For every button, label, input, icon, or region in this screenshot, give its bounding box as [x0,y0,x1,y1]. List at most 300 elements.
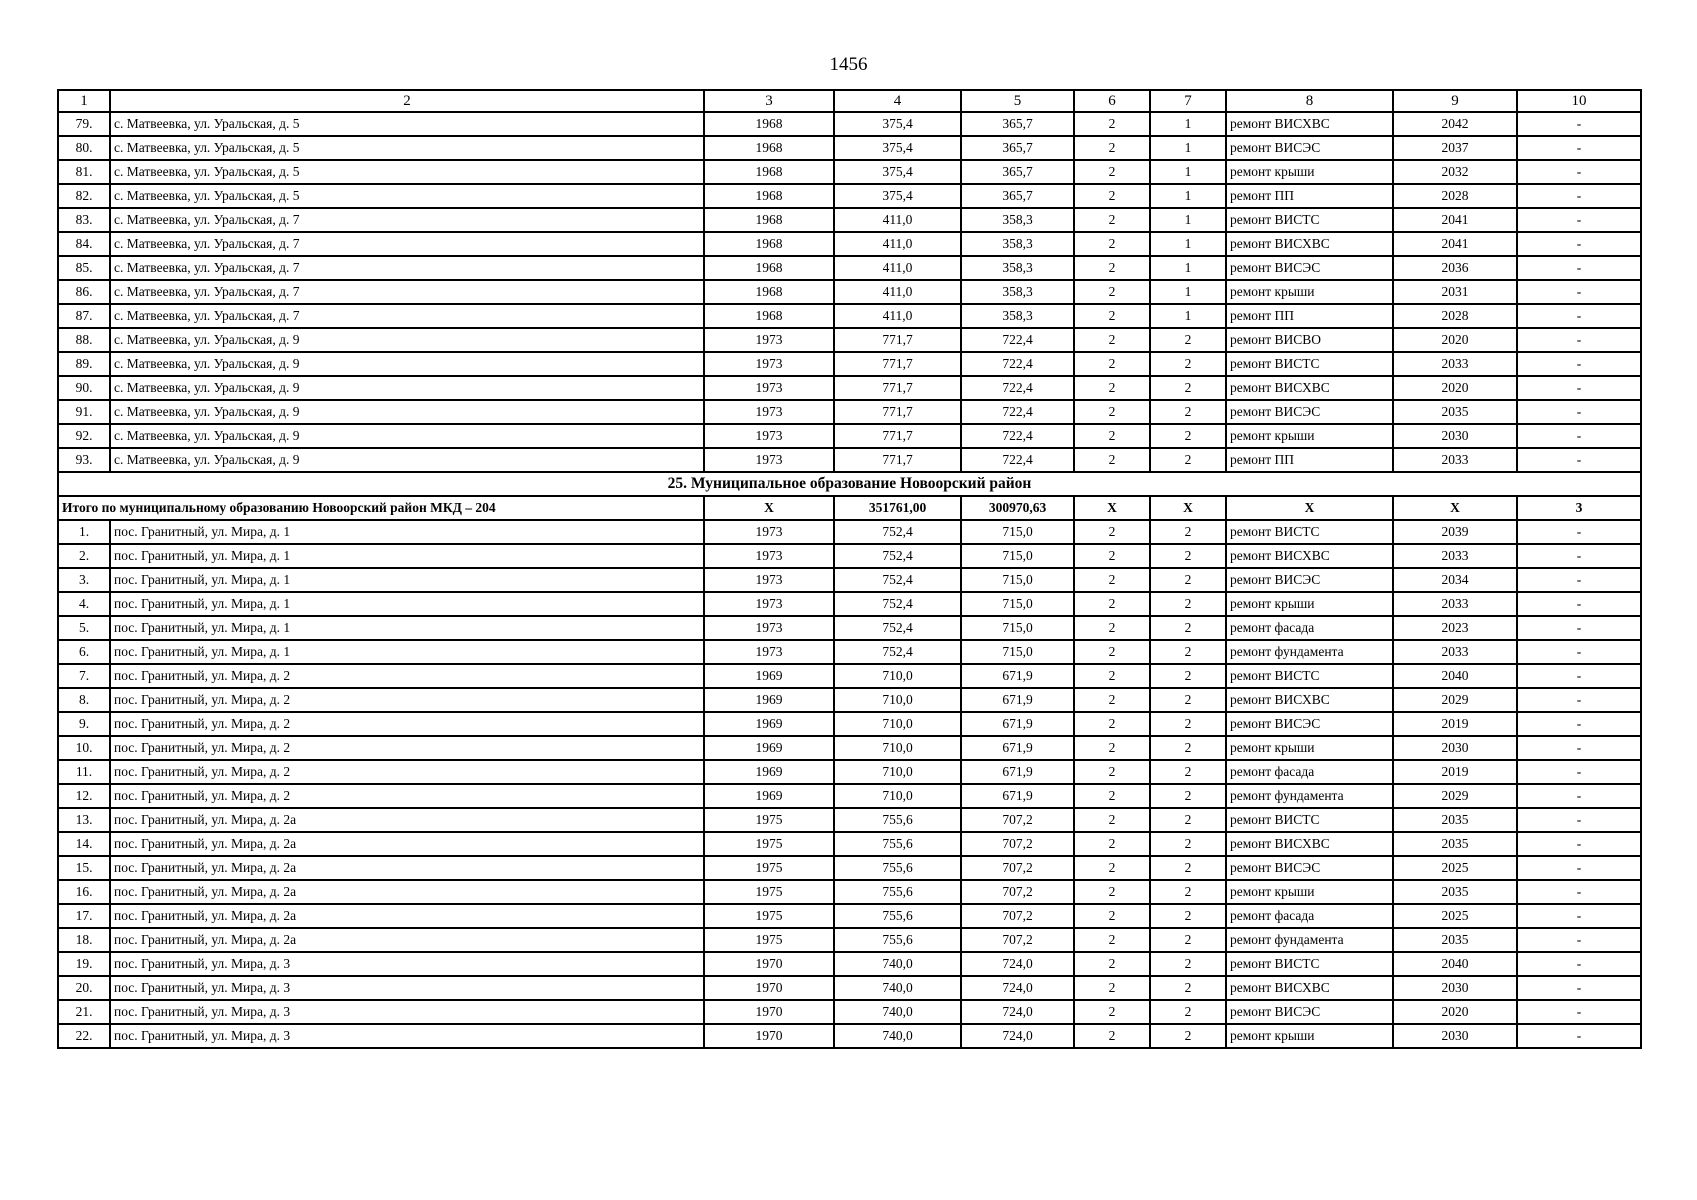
note-cell: - [1517,592,1641,616]
living-area-cell: 671,9 [961,736,1074,760]
total-area-cell: 771,7 [834,448,961,472]
table-row [58,160,1641,184]
living-area-cell: 707,2 [961,928,1074,952]
entrances-cell: 2 [1150,1000,1226,1024]
table-row [58,400,1641,424]
column-header-3: 3 [704,90,834,112]
note-cell: - [1517,232,1641,256]
note-cell: - [1517,520,1641,544]
work-type-cell: ремонт ВИСХВС [1226,232,1393,256]
column-header-2: 2 [110,90,704,112]
planned-year-cell: 2028 [1393,304,1517,328]
entrances-cell: 2 [1150,856,1226,880]
construction-year-cell: 1975 [704,808,834,832]
total-area-cell: 375,4 [834,112,961,136]
row-number-cell: 90. [58,376,110,400]
total-area-cell: 752,4 [834,640,961,664]
planned-year-cell: 2028 [1393,184,1517,208]
note-cell: - [1517,328,1641,352]
repair-schedule-table [57,89,1642,1049]
total-area-cell: 771,7 [834,400,961,424]
construction-year-cell: 1968 [704,280,834,304]
living-area-cell: 365,7 [961,160,1074,184]
construction-year-cell: 1973 [704,376,834,400]
floors-cell: 2 [1074,688,1150,712]
work-type-cell: ремонт ВИСВО [1226,328,1393,352]
work-type-cell: ремонт крыши [1226,880,1393,904]
construction-year-cell: 1973 [704,424,834,448]
note-cell: - [1517,568,1641,592]
row-number-cell: 8. [58,688,110,712]
work-type-cell: ремонт фундамента [1226,928,1393,952]
living-area-cell: 722,4 [961,448,1074,472]
note-cell: - [1517,784,1641,808]
table-body [58,90,1641,1048]
entrances-cell: 2 [1150,616,1226,640]
living-area-cell: 715,0 [961,568,1074,592]
work-type-cell: ремонт ВИСХВС [1226,112,1393,136]
total-area-cell: 755,6 [834,928,961,952]
construction-year-cell: 1968 [704,112,834,136]
floors-cell: 2 [1074,784,1150,808]
total-area-cell: 411,0 [834,280,961,304]
row-number-cell: 87. [58,304,110,328]
table-row [58,424,1641,448]
work-type-cell: ремонт ВИСТС [1226,952,1393,976]
address-cell: пос. Гранитный, ул. Мира, д. 1 [110,520,704,544]
address-cell: с. Матвеевка, ул. Уральская, д. 9 [110,400,704,424]
floors-cell: 2 [1074,760,1150,784]
total-area-cell: 771,7 [834,376,961,400]
construction-year-cell: 1968 [704,304,834,328]
address-cell: с. Матвеевка, ул. Уральская, д. 7 [110,208,704,232]
planned-year-cell: 2020 [1393,328,1517,352]
address-cell: пос. Гранитный, ул. Мира, д. 2а [110,928,704,952]
table-row [58,520,1641,544]
table-row [58,736,1641,760]
total-area-cell: 710,0 [834,736,961,760]
total-area-cell: 740,0 [834,976,961,1000]
planned-year-cell: 2037 [1393,136,1517,160]
entrances-cell: 2 [1150,352,1226,376]
note-cell: - [1517,880,1641,904]
construction-year-cell: 1970 [704,952,834,976]
living-area-cell: 724,0 [961,976,1074,1000]
address-cell: пос. Гранитный, ул. Мира, д. 1 [110,640,704,664]
note-cell: - [1517,928,1641,952]
total-value-6: X [1074,496,1150,520]
row-number-cell: 6. [58,640,110,664]
note-cell: - [1517,400,1641,424]
floors-cell: 2 [1074,976,1150,1000]
total-area-cell: 710,0 [834,784,961,808]
construction-year-cell: 1970 [704,976,834,1000]
work-type-cell: ремонт фундамента [1226,784,1393,808]
planned-year-cell: 2041 [1393,232,1517,256]
entrances-cell: 2 [1150,592,1226,616]
work-type-cell: ремонт ВИСТС [1226,352,1393,376]
construction-year-cell: 1975 [704,832,834,856]
table-row [58,256,1641,280]
work-type-cell: ремонт ВИСЭС [1226,1000,1393,1024]
floors-cell: 2 [1074,832,1150,856]
note-cell: - [1517,976,1641,1000]
table-row [58,568,1641,592]
floors-cell: 2 [1074,952,1150,976]
living-area-cell: 722,4 [961,376,1074,400]
address-cell: пос. Гранитный, ул. Мира, д. 2а [110,856,704,880]
living-area-cell: 671,9 [961,688,1074,712]
row-number-cell: 22. [58,1024,110,1048]
entrances-cell: 2 [1150,400,1226,424]
entrances-cell: 1 [1150,112,1226,136]
address-cell: пос. Гранитный, ул. Мира, д. 1 [110,544,704,568]
address-cell: пос. Гранитный, ул. Мира, д. 2а [110,808,704,832]
planned-year-cell: 2035 [1393,832,1517,856]
planned-year-cell: 2033 [1393,544,1517,568]
living-area-cell: 724,0 [961,1024,1074,1048]
entrances-cell: 1 [1150,136,1226,160]
entrances-cell: 2 [1150,544,1226,568]
floors-cell: 2 [1074,808,1150,832]
floors-cell: 2 [1074,232,1150,256]
table-row [58,1024,1641,1048]
total-area-cell: 755,6 [834,880,961,904]
construction-year-cell: 1973 [704,328,834,352]
table-row [58,664,1641,688]
row-number-cell: 80. [58,136,110,160]
address-cell: с. Матвеевка, ул. Уральская, д. 7 [110,280,704,304]
floors-cell: 2 [1074,568,1150,592]
column-header-7: 7 [1150,90,1226,112]
planned-year-cell: 2036 [1393,256,1517,280]
living-area-cell: 707,2 [961,832,1074,856]
page-number: 1456 [829,54,868,75]
planned-year-cell: 2030 [1393,1024,1517,1048]
living-area-cell: 671,9 [961,712,1074,736]
table-row [58,304,1641,328]
floors-cell: 2 [1074,328,1150,352]
note-cell: - [1517,424,1641,448]
living-area-cell: 707,2 [961,856,1074,880]
work-type-cell: ремонт ВИСХВС [1226,832,1393,856]
table-row [58,712,1641,736]
work-type-cell: ремонт ВИСЭС [1226,256,1393,280]
table-row [58,544,1641,568]
planned-year-cell: 2033 [1393,592,1517,616]
entrances-cell: 2 [1150,808,1226,832]
floors-cell: 2 [1074,184,1150,208]
address-cell: с. Матвеевка, ул. Уральская, д. 9 [110,424,704,448]
living-area-cell: 707,2 [961,904,1074,928]
work-type-cell: ремонт ПП [1226,448,1393,472]
address-cell: пос. Гранитный, ул. Мира, д. 2а [110,904,704,928]
work-type-cell: ремонт ВИСХВС [1226,688,1393,712]
planned-year-cell: 2023 [1393,616,1517,640]
work-type-cell: ремонт крыши [1226,1024,1393,1048]
total-value-7: X [1150,496,1226,520]
work-type-cell: ремонт ВИСЭС [1226,136,1393,160]
address-cell: с. Матвеевка, ул. Уральская, д. 5 [110,160,704,184]
construction-year-cell: 1973 [704,568,834,592]
living-area-cell: 715,0 [961,616,1074,640]
work-type-cell: ремонт фасада [1226,616,1393,640]
total-area-cell: 375,4 [834,184,961,208]
floors-cell: 2 [1074,256,1150,280]
planned-year-cell: 2040 [1393,952,1517,976]
row-number-cell: 86. [58,280,110,304]
planned-year-cell: 2042 [1393,112,1517,136]
entrances-cell: 2 [1150,520,1226,544]
entrances-cell: 2 [1150,688,1226,712]
total-area-cell: 755,6 [834,856,961,880]
table-row [58,832,1641,856]
floors-cell: 2 [1074,1000,1150,1024]
construction-year-cell: 1973 [704,400,834,424]
table-row [58,184,1641,208]
total-value-8: X [1226,496,1393,520]
floors-cell: 2 [1074,448,1150,472]
planned-year-cell: 2029 [1393,784,1517,808]
construction-year-cell: 1968 [704,160,834,184]
entrances-cell: 2 [1150,712,1226,736]
living-area-cell: 365,7 [961,136,1074,160]
table-row [58,952,1641,976]
planned-year-cell: 2040 [1393,664,1517,688]
work-type-cell: ремонт крыши [1226,736,1393,760]
row-number-cell: 88. [58,328,110,352]
construction-year-cell: 1975 [704,880,834,904]
entrances-cell: 2 [1150,784,1226,808]
floors-cell: 2 [1074,880,1150,904]
row-number-cell: 17. [58,904,110,928]
table-row [58,856,1641,880]
note-cell: - [1517,256,1641,280]
entrances-cell: 2 [1150,640,1226,664]
work-type-cell: ремонт ПП [1226,184,1393,208]
work-type-cell: ремонт крыши [1226,160,1393,184]
entrances-cell: 1 [1150,280,1226,304]
floors-cell: 2 [1074,400,1150,424]
total-area-cell: 411,0 [834,304,961,328]
section-total-row [58,496,1641,520]
total-area-cell: 771,7 [834,352,961,376]
planned-year-cell: 2032 [1393,160,1517,184]
floors-cell: 2 [1074,712,1150,736]
table-row [58,784,1641,808]
row-number-cell: 85. [58,256,110,280]
table-row [58,136,1641,160]
planned-year-cell: 2033 [1393,448,1517,472]
planned-year-cell: 2020 [1393,376,1517,400]
row-number-cell: 15. [58,856,110,880]
construction-year-cell: 1973 [704,352,834,376]
work-type-cell: ремонт крыши [1226,592,1393,616]
floors-cell: 2 [1074,616,1150,640]
column-header-9: 9 [1393,90,1517,112]
entrances-cell: 2 [1150,952,1226,976]
note-cell: - [1517,208,1641,232]
column-header-5: 5 [961,90,1074,112]
column-header-1: 1 [58,90,110,112]
column-header-row [58,90,1641,112]
construction-year-cell: 1973 [704,544,834,568]
construction-year-cell: 1973 [704,520,834,544]
total-area-cell: 752,4 [834,616,961,640]
planned-year-cell: 2035 [1393,880,1517,904]
work-type-cell: ремонт ВИСТС [1226,664,1393,688]
construction-year-cell: 1973 [704,640,834,664]
table-row [58,112,1641,136]
construction-year-cell: 1973 [704,616,834,640]
entrances-cell: 1 [1150,256,1226,280]
address-cell: с. Матвеевка, ул. Уральская, д. 5 [110,136,704,160]
floors-cell: 2 [1074,376,1150,400]
floors-cell: 2 [1074,736,1150,760]
work-type-cell: ремонт фундамента [1226,640,1393,664]
work-type-cell: ремонт крыши [1226,424,1393,448]
entrances-cell: 2 [1150,448,1226,472]
entrances-cell: 2 [1150,832,1226,856]
entrances-cell: 2 [1150,976,1226,1000]
address-cell: с. Матвеевка, ул. Уральская, д. 5 [110,184,704,208]
table-row [58,808,1641,832]
floors-cell: 2 [1074,1024,1150,1048]
note-cell: - [1517,664,1641,688]
work-type-cell: ремонт ВИСТС [1226,808,1393,832]
living-area-cell: 358,3 [961,208,1074,232]
planned-year-cell: 2029 [1393,688,1517,712]
entrances-cell: 1 [1150,232,1226,256]
address-cell: пос. Гранитный, ул. Мира, д. 1 [110,568,704,592]
total-area-cell: 771,7 [834,328,961,352]
living-area-cell: 365,7 [961,184,1074,208]
planned-year-cell: 2019 [1393,760,1517,784]
planned-year-cell: 2020 [1393,1000,1517,1024]
construction-year-cell: 1973 [704,592,834,616]
address-cell: пос. Гранитный, ул. Мира, д. 3 [110,952,704,976]
total-area-cell: 755,6 [834,832,961,856]
row-number-cell: 82. [58,184,110,208]
total-area-cell: 411,0 [834,232,961,256]
work-type-cell: ремонт ВИСЭС [1226,400,1393,424]
address-cell: с. Матвеевка, ул. Уральская, д. 7 [110,304,704,328]
living-area-cell: 707,2 [961,880,1074,904]
construction-year-cell: 1969 [704,760,834,784]
living-area-cell: 365,7 [961,112,1074,136]
row-number-cell: 91. [58,400,110,424]
column-header-4: 4 [834,90,961,112]
row-number-cell: 12. [58,784,110,808]
total-area-cell: 710,0 [834,664,961,688]
entrances-cell: 1 [1150,304,1226,328]
address-cell: пос. Гранитный, ул. Мира, д. 2 [110,760,704,784]
construction-year-cell: 1968 [704,256,834,280]
floors-cell: 2 [1074,904,1150,928]
row-number-cell: 92. [58,424,110,448]
floors-cell: 2 [1074,352,1150,376]
address-cell: пос. Гранитный, ул. Мира, д. 2 [110,664,704,688]
row-number-cell: 21. [58,1000,110,1024]
row-number-cell: 18. [58,928,110,952]
table-row [58,976,1641,1000]
total-value-5: 300970,63 [961,496,1074,520]
construction-year-cell: 1968 [704,184,834,208]
living-area-cell: 715,0 [961,592,1074,616]
column-header-6: 6 [1074,90,1150,112]
floors-cell: 2 [1074,544,1150,568]
row-number-cell: 83. [58,208,110,232]
planned-year-cell: 2041 [1393,208,1517,232]
total-area-cell: 752,4 [834,592,961,616]
living-area-cell: 358,3 [961,304,1074,328]
table-row [58,616,1641,640]
planned-year-cell: 2030 [1393,424,1517,448]
address-cell: пос. Гранитный, ул. Мира, д. 2а [110,880,704,904]
work-type-cell: ремонт ВИСЭС [1226,568,1393,592]
total-area-cell: 740,0 [834,1000,961,1024]
row-number-cell: 14. [58,832,110,856]
table-row [58,880,1641,904]
table-row [58,352,1641,376]
row-number-cell: 79. [58,112,110,136]
address-cell: с. Матвеевка, ул. Уральская, д. 9 [110,376,704,400]
note-cell: - [1517,1000,1641,1024]
floors-cell: 2 [1074,136,1150,160]
total-label: Итого по муниципальному образованию Новоорский район МКД – 204 [58,496,704,520]
construction-year-cell: 1969 [704,712,834,736]
planned-year-cell: 2019 [1393,712,1517,736]
row-number-cell: 2. [58,544,110,568]
table-row [58,760,1641,784]
total-area-cell: 740,0 [834,952,961,976]
note-cell: - [1517,904,1641,928]
work-type-cell: ремонт крыши [1226,280,1393,304]
table-row [58,904,1641,928]
construction-year-cell: 1975 [704,856,834,880]
planned-year-cell: 2035 [1393,400,1517,424]
work-type-cell: ремонт ВИСТС [1226,208,1393,232]
total-area-cell: 771,7 [834,424,961,448]
entrances-cell: 2 [1150,424,1226,448]
entrances-cell: 2 [1150,736,1226,760]
floors-cell: 2 [1074,160,1150,184]
living-area-cell: 707,2 [961,808,1074,832]
planned-year-cell: 2025 [1393,856,1517,880]
total-value-10: 3 [1517,496,1641,520]
entrances-cell: 2 [1150,328,1226,352]
planned-year-cell: 2030 [1393,736,1517,760]
living-area-cell: 715,0 [961,520,1074,544]
address-cell: пос. Гранитный, ул. Мира, д. 1 [110,592,704,616]
living-area-cell: 722,4 [961,424,1074,448]
entrances-cell: 2 [1150,904,1226,928]
entrances-cell: 2 [1150,568,1226,592]
address-cell: пос. Гранитный, ул. Мира, д. 3 [110,976,704,1000]
entrances-cell: 1 [1150,160,1226,184]
planned-year-cell: 2033 [1393,640,1517,664]
work-type-cell: ремонт фасада [1226,760,1393,784]
construction-year-cell: 1969 [704,664,834,688]
note-cell: - [1517,736,1641,760]
living-area-cell: 724,0 [961,1000,1074,1024]
note-cell: - [1517,184,1641,208]
planned-year-cell: 2035 [1393,928,1517,952]
section-heading-row [58,472,1641,496]
note-cell: - [1517,136,1641,160]
table-row [58,328,1641,352]
address-cell: пос. Гранитный, ул. Мира, д. 3 [110,1000,704,1024]
